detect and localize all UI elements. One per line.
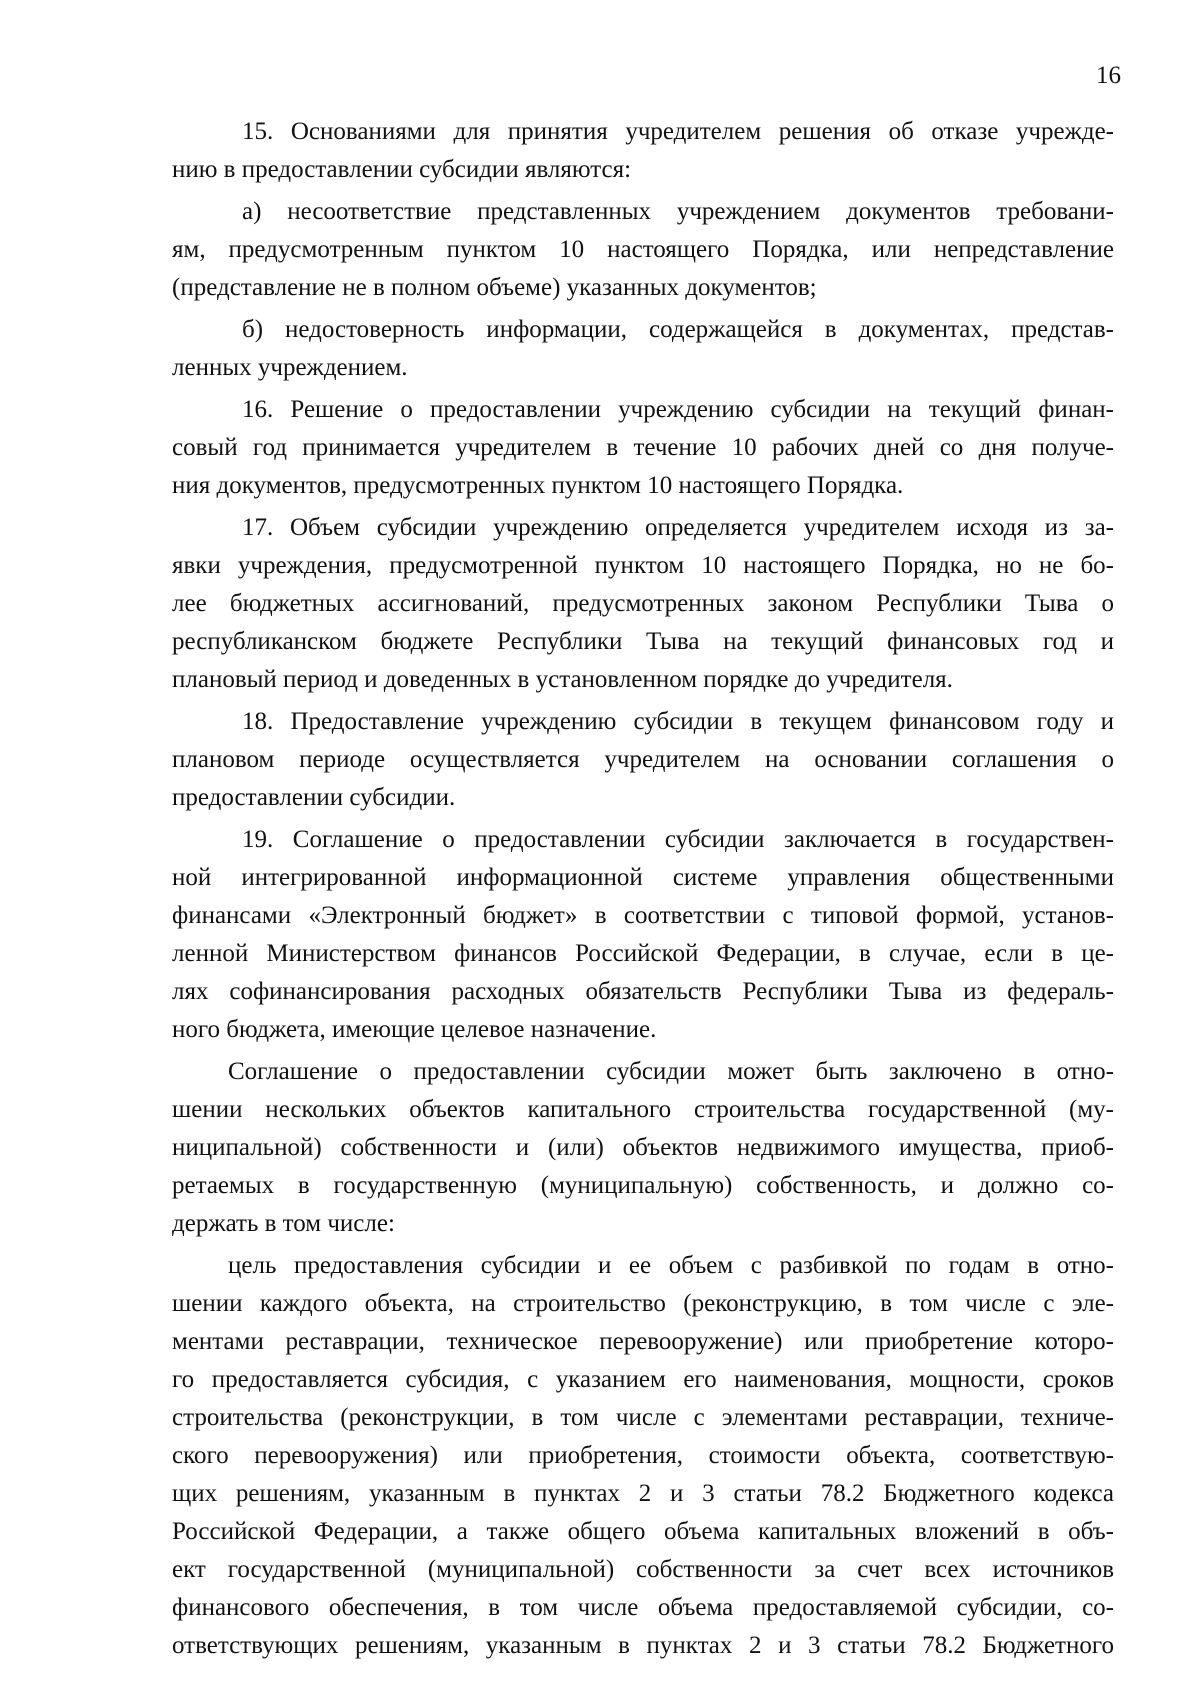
text-line: (представление не в полном объеме) указанных документов; [172, 274, 817, 301]
text-line: финансового обеспечения, в том числе объема предоставляемой субсидии, со- [172, 1594, 1114, 1621]
text-line: строительства (реконструкции, в том числе с элементами реставрации, техниче- [172, 1404, 1114, 1431]
text-line: 18. Предоставление учреждению субсидии в текущем финансовом году и [242, 708, 1114, 735]
text-line: финансами «Электронный бюджет» в соответствии с типовой формой, установ- [172, 902, 1114, 929]
paragraph-19-purpose [172, 1247, 1114, 1665]
text-line: ментами реставрации, техническое перевооружение) или приобретение которо- [172, 1328, 1114, 1355]
text-line: ного бюджета, имеющие целевое назначение. [172, 1016, 657, 1043]
text-line: 16. Решение о предоставлении учреждению субсидии на текущий финан- [242, 396, 1114, 423]
text-line: ной интегрированной информационной системе управления общественными [172, 864, 1114, 891]
paragraph-18 [172, 703, 1114, 817]
text-line: ект государственной (муниципальной) собственности за счет всех источников [172, 1556, 1114, 1583]
paragraph-15b [172, 311, 1114, 387]
text-line: 15. Основаниями для принятия учредителем решения об отказе учрежде- [242, 118, 1114, 145]
text-line: го предоставляется субсидия, с указанием его наименования, мощности, сроков [172, 1366, 1114, 1393]
text-line: явки учреждения, предусмотренной пунктом 10 настоящего Порядка, но не бо- [172, 552, 1114, 579]
text-line: совый год принимается учредителем в течение 10 рабочих дней со дня получе- [172, 434, 1114, 461]
text-line: 19. Соглашение о предоставлении субсидии заключается в государствен- [242, 826, 1114, 853]
paragraph-17 [172, 509, 1114, 699]
text-line: держать в том числе: [172, 1210, 395, 1237]
paragraph-15a [172, 193, 1114, 307]
text-line: шении каждого объекта, на строительство (реконструкцию, в том числе с эле- [172, 1290, 1114, 1317]
text-line: республиканском бюджете Республики Тыва на текущий финансовых год и [172, 628, 1114, 655]
text-line: плановом периоде осуществляется учредителем на основании соглашения о [172, 746, 1114, 773]
text-line: плановый период и доведенных в установленном порядке до учредителя. [172, 666, 953, 693]
document-body [172, 113, 1114, 1665]
text-line: ям, предусмотренным пунктом 10 настоящего Порядка, или непредставление [172, 236, 1114, 263]
paragraph-16 [172, 391, 1114, 505]
page-number: 16 [1096, 62, 1121, 89]
text-line: ленных учреждением. [172, 354, 408, 381]
text-line: б) недостоверность информации, содержащейся в документах, представ- [242, 316, 1114, 343]
text-line: ретаемых в государственную (муниципальную) собственность, и должно со- [172, 1172, 1114, 1199]
text-line: ленной Министерством финансов Российской Федерации, в случае, если в це- [172, 940, 1114, 967]
paragraph-19 [172, 821, 1114, 1049]
text-line: Соглашение о предоставлении субсидии может быть заключено в отно- [228, 1058, 1114, 1085]
text-line: Российской Федерации, а также общего объема капитальных вложений в объ- [172, 1518, 1114, 1545]
text-line: а) несоответствие представленных учреждением документов требовани- [242, 198, 1114, 225]
text-line: шении нескольких объектов капитального строительства государственной (му- [172, 1096, 1114, 1123]
text-line: 17. Объем субсидии учреждению определяется учредителем исходя из за- [242, 514, 1114, 541]
text-line: ответствующих решениям, указанным в пунктах 2 и 3 статьи 78.2 Бюджетного [172, 1632, 1114, 1659]
text-line: лее бюджетных ассигнований, предусмотренных законом Республики Тыва о [172, 590, 1114, 617]
text-line: ского перевооружения) или приобретения, стоимости объекта, соответствую- [172, 1442, 1114, 1469]
text-line: нию в предоставлении субсидии являются: [172, 156, 632, 183]
text-line: цель предоставления субсидии и ее объем с разбивкой по годам в отно- [228, 1252, 1114, 1279]
text-line: щих решениям, указанным в пунктах 2 и 3 статьи 78.2 Бюджетного кодекса [172, 1480, 1114, 1507]
text-line: ния документов, предусмотренных пунктом 10 настоящего Порядка. [172, 472, 904, 499]
text-line: предоставлении субсидии. [172, 784, 456, 811]
paragraph-19-agreement [172, 1053, 1114, 1243]
text-line: ниципальной) собственности и (или) объектов недвижимого имущества, приоб- [172, 1134, 1114, 1161]
text-line: лях софинансирования расходных обязательств Республики Тыва из федераль- [172, 978, 1114, 1005]
paragraph-15 [172, 113, 1114, 189]
